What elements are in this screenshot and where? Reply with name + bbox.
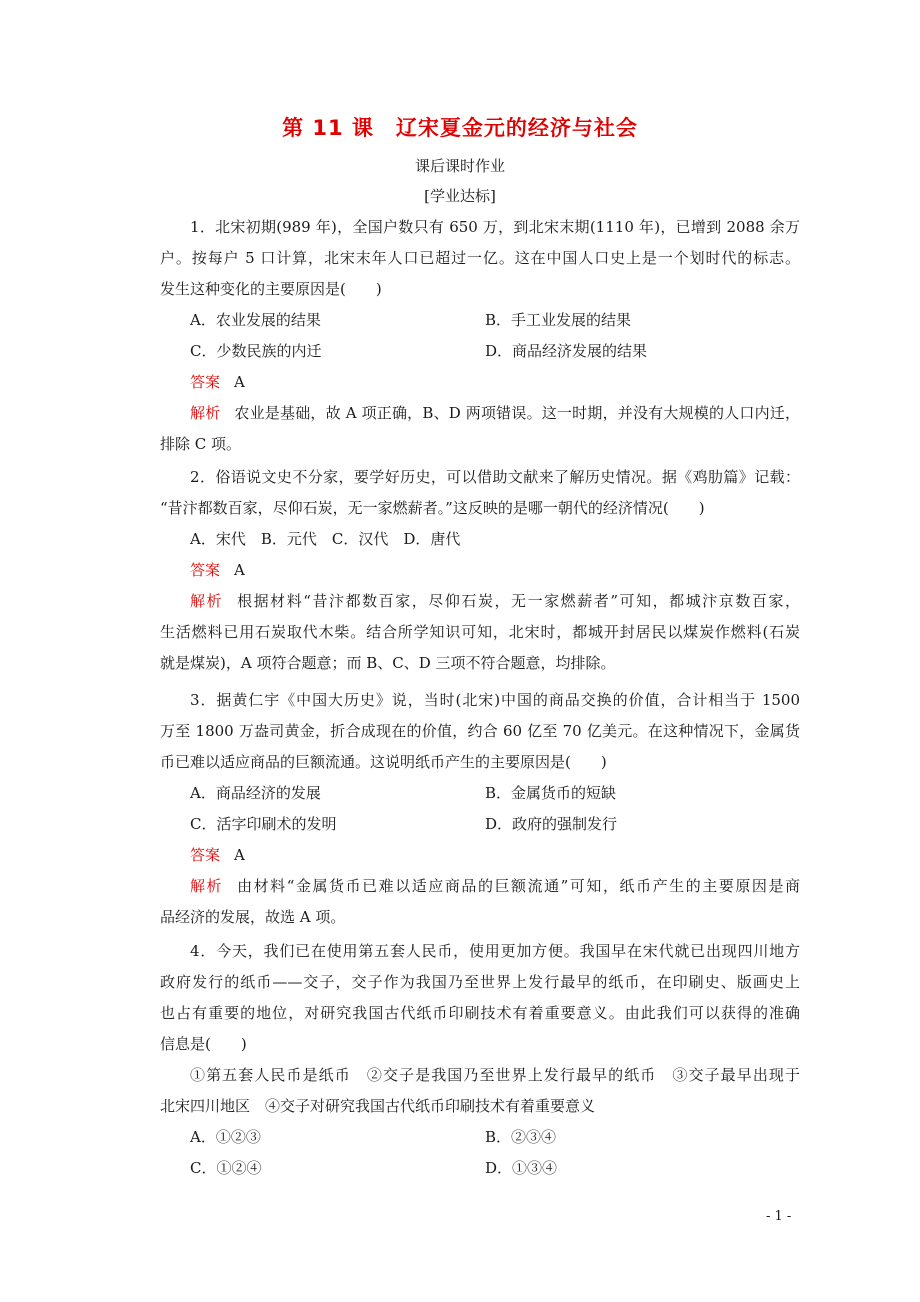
- question-3: [160, 685, 800, 933]
- option-row: [160, 305, 800, 336]
- analysis-label: 解析: [190, 404, 221, 422]
- title-lesson: 第 11 课: [282, 116, 374, 140]
- option-c: C．活字印刷术的发明: [190, 815, 337, 833]
- analysis-line: 生活燃料已用石炭取代木柴。结合所学知识可知，北宋时，都城开封居民以煤炭作燃料(石炭: [160, 623, 800, 641]
- analysis-line: [160, 871, 800, 902]
- analysis-text: 根据材料“昔汴都数百家，尽仰石炭，无一家燃薪者”可知，都城汴京数百家，: [237, 592, 800, 610]
- analysis-text: 由材料“金属货币已难以适应商品的巨额流通”可知，纸币产生的主要原因是商: [237, 877, 800, 895]
- option-c: C．①②④: [190, 1159, 262, 1177]
- question-text-line: 4．今天，我们已在使用第五套人民币，使用更加方便。我国早在宋代就已出现四川地方: [190, 942, 800, 960]
- option-a: A．商品经济的发展: [190, 784, 321, 802]
- option-row: [160, 778, 800, 809]
- answer-label: 答案: [190, 561, 221, 579]
- statement-line: 北宋四川地区 ④交子对研究我国古代纸币印刷技术有着重要意义: [160, 1097, 596, 1115]
- question-text-line: 发生这种变化的主要原因是( ): [160, 280, 382, 298]
- answer-line: [160, 367, 800, 398]
- analysis-line: 排除 C 项。: [160, 435, 242, 453]
- analysis-line: [160, 398, 800, 429]
- answer-line: [160, 555, 800, 586]
- question-text-line: 信息是( ): [160, 1035, 247, 1053]
- title-text: 辽宋夏金元的经济与社会: [395, 116, 638, 140]
- page-number: - 1 -: [766, 1209, 792, 1224]
- analysis-text: 农业是基础，故 A 项正确，B、D 两项错误。这一时期，并没有大规模的人口内迁，: [234, 404, 800, 422]
- page-subtitle: 课后课时作业: [414, 157, 505, 175]
- question-text-line: 也占有重要的地位，对研究我国古代纸币印刷技术有着重要意义。由此我们可以获得的准确: [160, 1004, 800, 1022]
- option-d: D．政府的强制发行: [485, 815, 618, 833]
- question-1: [160, 212, 800, 460]
- question-2: [160, 462, 800, 679]
- question-text-line: 3．据黄仁宇《中国大历史》说，当时(北宋)中国的商品交换的价值，合计相当于 1500: [190, 691, 800, 709]
- option-row: [160, 336, 800, 367]
- option-row: [160, 809, 800, 840]
- analysis-line: 就是煤炭)，A 项符合题意；而 B、C、D 三项不符合题意，均排除。: [160, 654, 616, 672]
- analysis-line: [160, 586, 800, 617]
- analysis-label: 解析: [190, 877, 224, 895]
- section-heading: [学业达标]: [424, 187, 496, 205]
- page-title: [0, 112, 920, 142]
- analysis-line: 品经济的发展，故选 A 项。: [160, 908, 346, 926]
- answer-value: A: [234, 373, 245, 391]
- question-text-line: 1．北宋初期(989 年)，全国户数只有 650 万，到北宋末期(1110 年)，已增到 2088 余万: [190, 218, 800, 236]
- option-b: B．②③④: [485, 1128, 557, 1146]
- question-4: [160, 936, 800, 1184]
- option-c: C．少数民族的内迁: [190, 342, 322, 360]
- answer-value: A: [234, 561, 245, 579]
- option-b: B．手工业发展的结果: [485, 311, 632, 329]
- question-text-line: “昔汴都数百家，尽仰石炭，无一家燃薪者。”这反映的是哪一朝代的经济情况( ): [160, 499, 705, 517]
- analysis-label: 解析: [190, 592, 224, 610]
- answer-value: A: [234, 846, 245, 864]
- option-d: D．①③④: [485, 1159, 558, 1177]
- answer-label: 答案: [190, 846, 221, 864]
- option-a: A．①②③: [190, 1128, 261, 1146]
- answer-line: [160, 840, 800, 871]
- question-text-line: 币已难以适应商品的巨额流通。这说明纸币产生的主要原因是( ): [160, 753, 607, 771]
- statement-line: ①第五套人民币是纸币 ②交子是我国乃至世界上发行最早的纸币 ③交子最早出现于: [190, 1066, 800, 1084]
- option-row: [160, 1122, 800, 1153]
- option-a: A．农业发展的结果: [190, 311, 321, 329]
- question-text-line: 万至 1800 万盎司黄金，折合成现在的价值，约合 60 亿至 70 亿美元。在这种情况下，金属货: [160, 722, 800, 740]
- question-text-line: 2．俗语说文史不分家，要学好历史，可以借助文献来了解历史情况。据《鸡肋篇》记载：: [190, 468, 800, 486]
- question-text-line: 户。按每户 5 口计算，北宋末年人口已超过一亿。这在中国人口史上是一个划时代的标志。: [160, 249, 800, 267]
- option-row: [160, 1153, 800, 1184]
- option-row: A．宋代 B．元代 C．汉代 D．唐代: [190, 530, 461, 548]
- option-d: D．商品经济发展的结果: [485, 342, 648, 360]
- question-text-line: 政府发行的纸币——交子，交子作为我国乃至世界上发行最早的纸币，在印刷史、版画史上: [160, 973, 800, 991]
- option-b: B．金属货币的短缺: [485, 784, 617, 802]
- answer-label: 答案: [190, 373, 221, 391]
